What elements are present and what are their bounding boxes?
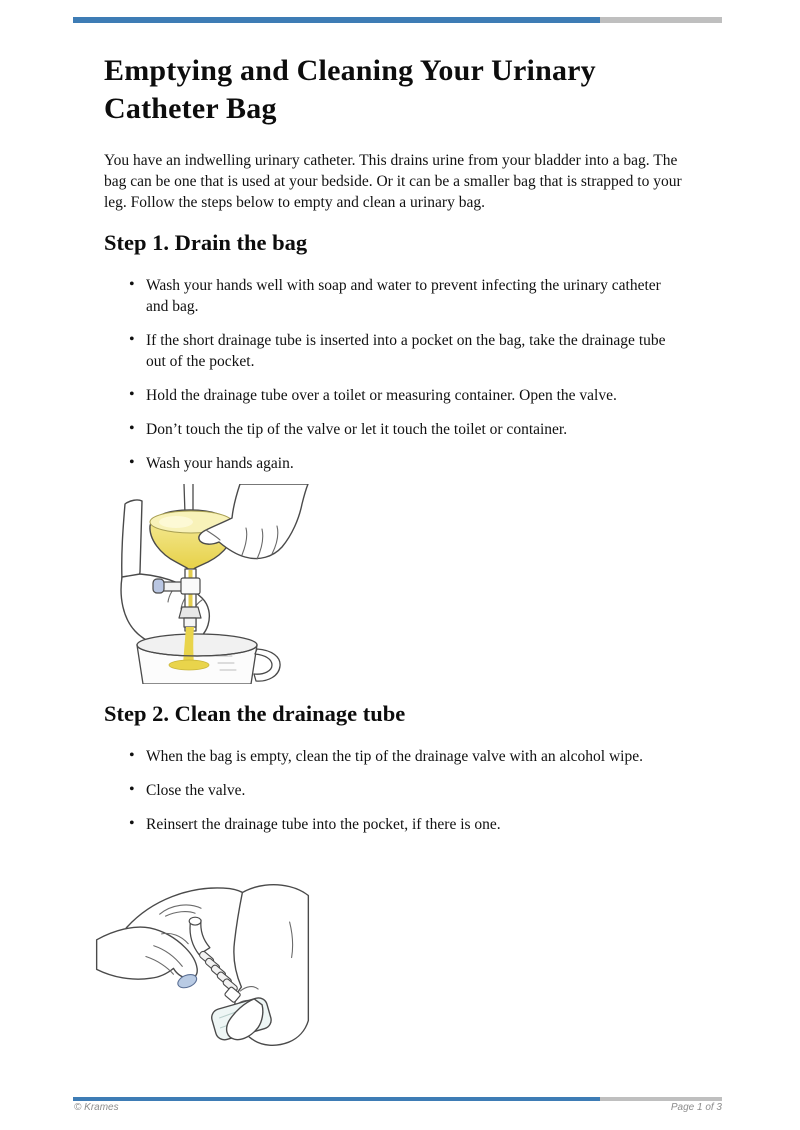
list-item: • Wash your hands well with soap and water to prevent infecting the urinary catheter and bag. [104,275,687,317]
page-title-line-2: Catheter Bag [104,92,277,125]
section-heading-step-2: Step 2. Clean the drainage tube [104,701,406,726]
list-item: • Reinsert the drainage tube into the pocket, if there is one. [104,814,687,835]
page-title [104,52,687,128]
list-item: • Close the valve. [104,780,687,801]
list-item: • Wash your hands again. [104,453,687,474]
clean-tube-illustration [95,863,310,1055]
step-1-bullet-list [104,275,687,474]
footer-rule-blue-segment [73,1097,600,1101]
list-item: • If the short drainage tube is inserted into a pocket on the bag, take the drainage tube out of the pocket. [104,330,687,372]
list-item: • Hold the drainage tube over a toilet or measuring container. Open the valve. [104,385,687,406]
drain-bag-illustration [112,484,320,684]
footer-page-indicator: Page 1 of 3 [670,1102,722,1113]
footer-rule [73,1097,722,1101]
article [104,0,687,1055]
footer [74,1102,722,1113]
footer-rule-gray-segment [600,1097,722,1101]
section-heading-step-1: Step 1. Drain the bag [104,230,308,255]
list-item: • Don’t touch the tip of the valve or let it touch the toilet or container. [104,419,687,440]
step-2-bullet-list [104,746,687,835]
footer-copyright: © Krames [74,1102,119,1113]
page-title-line-1: Emptying and Cleaning Your Urinary [104,54,596,87]
list-item: • When the bag is empty, clean the tip of the drainage valve with an alcohol wipe. [104,746,687,767]
intro-paragraph: You have an indwelling urinary catheter. This drains urine from your bladder into a bag. The bag can be one that is used at your bedside. Or it can be a smaller bag that is strapped to your leg. Follow the steps below to empty and clean a urinary bag. [104,152,682,211]
